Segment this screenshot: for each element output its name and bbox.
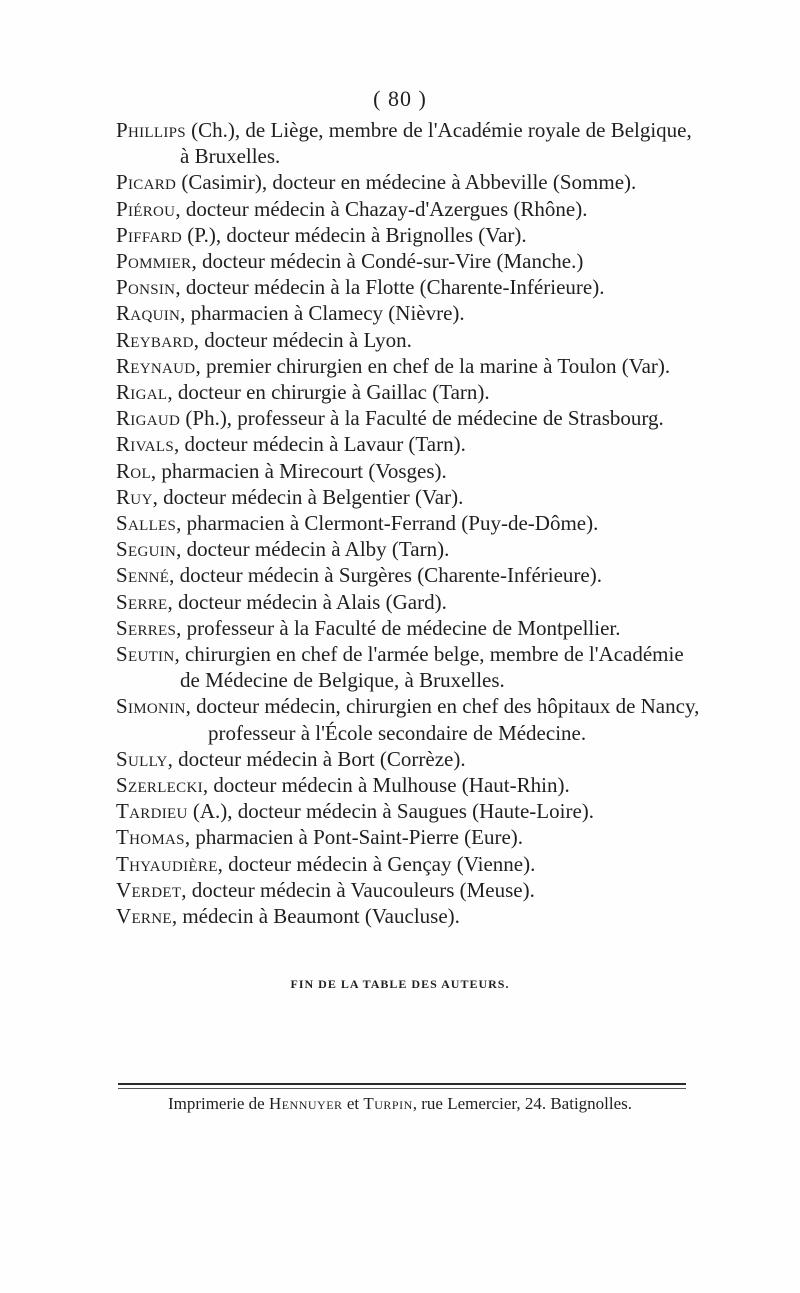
author-entry [116, 300, 696, 326]
author-name: Sully [116, 746, 168, 771]
author-details: , docteur médecin à Bort (Corrèze). [167, 746, 466, 771]
author-entry [116, 196, 696, 222]
author-details: , docteur médecin à Gençay (Vienne). [217, 851, 536, 876]
author-name: Senné [116, 563, 170, 588]
author-details: , docteur médecin à Lyon. [193, 327, 412, 352]
author-entry [116, 851, 696, 877]
author-name: Reynaud [116, 353, 196, 378]
author-name: Serres [116, 615, 177, 640]
author-name: Verdet [116, 877, 182, 902]
author-entry [116, 589, 696, 615]
author-details-continuation: à Bruxelles. [180, 144, 281, 169]
author-name: Thyaudière [116, 851, 218, 876]
author-details: (Ph.), professeur à la Faculté de médecine de Strasbourg. [180, 406, 664, 431]
author-entry [116, 222, 696, 248]
author-details: (Ch.), de Liège, membre de l'Académie royale de Belgique, [185, 118, 692, 142]
author-name: Ponsin [116, 275, 176, 300]
author-entry [116, 641, 696, 693]
author-details: , chirurgien en chef de l'armée belge, membre de l'Académie [174, 642, 684, 667]
imprint-printer-2: Turpin [363, 1094, 413, 1113]
author-entry [116, 772, 696, 798]
imprint-connector: et [342, 1094, 364, 1113]
footer-rule-thick [118, 1083, 686, 1085]
author-name: Rol [116, 458, 151, 483]
author-entry [116, 562, 696, 588]
author-index-list [116, 117, 700, 929]
printer-imprint [0, 1094, 800, 1114]
author-entry [116, 169, 696, 195]
author-details: , docteur médecin à Vaucouleurs (Meuse). [181, 877, 535, 902]
author-name: Pommier [116, 249, 192, 274]
author-name: Szerlecki [116, 773, 203, 798]
author-name: Rivals [116, 432, 175, 457]
author-details: , docteur médecin à Alby (Tarn). [176, 537, 450, 562]
author-entry [116, 877, 696, 903]
author-details: , pharmacien à Mirecourt (Vosges). [150, 458, 447, 483]
author-entry [116, 484, 696, 510]
author-details: , professeur à la Faculté de médecine de Montpellier. [176, 615, 621, 640]
author-details: (Casimir), docteur en médecine à Abbeville (Somme). [176, 170, 637, 195]
author-entry [116, 405, 696, 431]
author-details: , médecin à Beaumont (Vaucluse). [171, 904, 460, 929]
author-details: , pharmacien à Pont-Saint-Pierre (Eure). [184, 825, 524, 850]
author-details: (A.), docteur médecin à Saugues (Haute-Loire). [187, 799, 595, 824]
author-details: , docteur médecin à Belgentier (Var). [152, 484, 464, 509]
author-name: Verne [116, 904, 172, 929]
author-name: Rigaud [116, 406, 181, 431]
footer-rule-thin [118, 1088, 686, 1089]
imprint-prefix: Imprimerie de [167, 1094, 269, 1113]
author-name: Phillips [116, 118, 186, 142]
author-details-continuation: professeur à l'École secondaire de Médecine. [208, 720, 587, 745]
author-details: , docteur médecin, chirurgien en chef des hôpitaux de Nancy, [185, 694, 700, 719]
author-details: , docteur médecin à Surgères (Charente-Inférieure). [169, 563, 602, 588]
page-number: ( 80 ) [373, 86, 427, 111]
author-entry [116, 431, 696, 457]
author-entry [116, 746, 696, 772]
author-name: Seguin [116, 537, 177, 562]
author-entry [116, 353, 696, 379]
author-entry [116, 274, 696, 300]
author-entry [116, 693, 700, 745]
author-entry [116, 903, 696, 929]
author-name: Piffard [116, 222, 183, 247]
author-details: , docteur médecin à Mulhouse (Haut-Rhin). [202, 773, 570, 798]
author-name: Raquin [116, 301, 181, 326]
author-entry [116, 615, 696, 641]
author-name: Serre [116, 589, 168, 614]
author-name: Ruy [116, 484, 153, 509]
author-details: , pharmacien à Clamecy (Nièvre). [180, 301, 465, 326]
author-details: , premier chirurgien en chef de la marine à Toulon (Var). [195, 353, 671, 378]
author-name: Tardieu [116, 799, 188, 824]
author-entry [116, 327, 696, 353]
author-name: Picard [116, 170, 177, 195]
author-name: Salles [116, 511, 177, 536]
author-entry [116, 536, 696, 562]
author-name: Seutin [116, 642, 175, 667]
author-details: , docteur médecin à Lavaur (Tarn). [174, 432, 466, 457]
author-entry [116, 248, 696, 274]
author-name: Piérou [116, 196, 176, 221]
author-details: , docteur médecin à Condé-sur-Vire (Manche.) [191, 249, 584, 274]
imprint-printer-1: Hennuyer [268, 1094, 343, 1113]
author-details: , docteur médecin à Alais (Gard). [167, 589, 447, 614]
author-details-continuation: de Médecine de Belgique, à Bruxelles. [180, 668, 505, 693]
author-details: , docteur médecin à Chazay-d'Azergues (Rhône). [175, 196, 588, 221]
author-name: Simonin [116, 694, 186, 719]
end-of-index-note: FIN DE LA TABLE DES AUTEURS. [290, 977, 510, 991]
author-details: (P.), docteur médecin à Brignolles (Var). [182, 222, 527, 247]
author-entry [116, 458, 696, 484]
author-entry [116, 824, 696, 850]
author-entry [116, 510, 696, 536]
author-details: , docteur médecin à la Flotte (Charente-Inférieure). [175, 275, 605, 300]
author-entry [116, 798, 696, 824]
author-name: Rigal [116, 380, 168, 405]
author-entry [116, 117, 696, 169]
author-details: , pharmacien à Clermont-Ferrand (Puy-de-Dôme). [176, 511, 599, 536]
author-details: , docteur en chirurgie à Gaillac (Tarn). [167, 380, 490, 405]
author-entry [116, 379, 696, 405]
author-name: Reybard [116, 327, 194, 352]
imprint-suffix: , rue Lemercier, 24. Batignolles. [412, 1094, 633, 1113]
author-name: Thomas [116, 825, 185, 850]
